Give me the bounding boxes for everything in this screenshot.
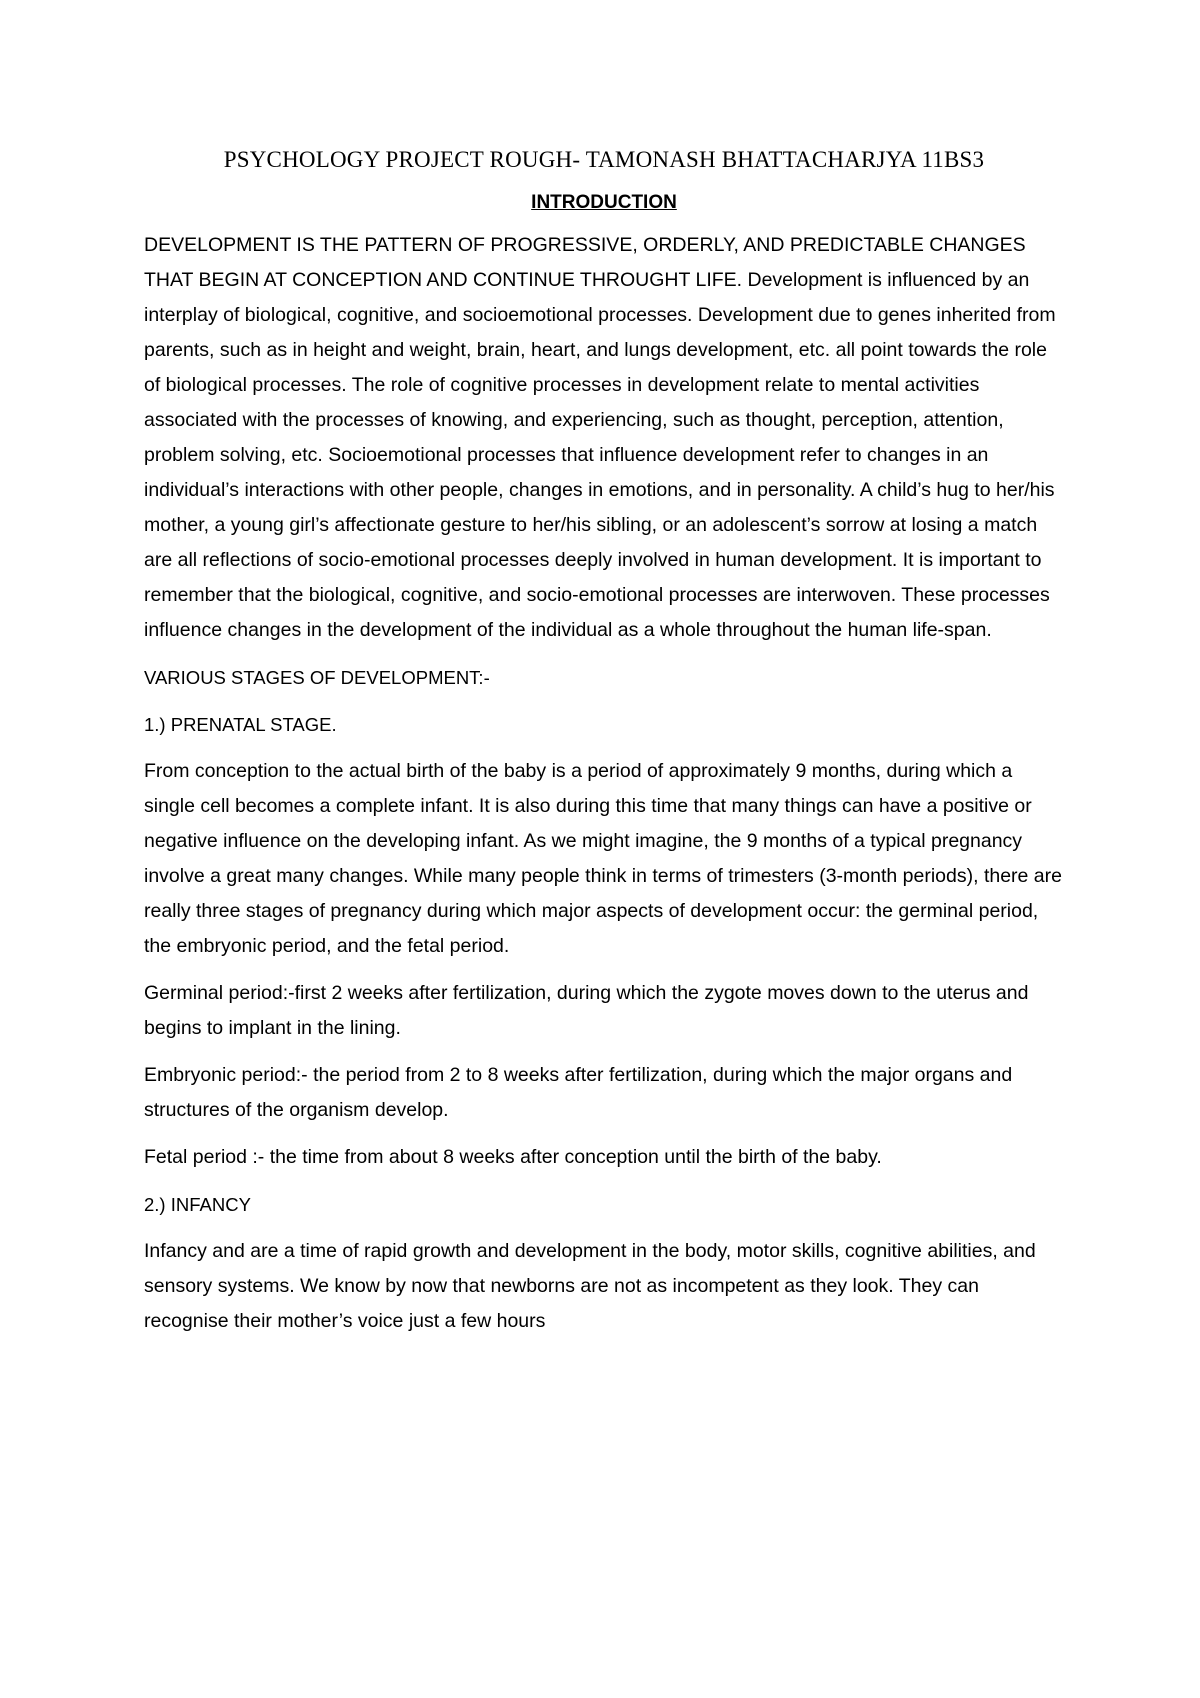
paragraph-prenatal-heading: 1.) PRENATAL STAGE. [144,714,337,736]
paragraph-stages-heading: VARIOUS STAGES OF DEVELOPMENT:- [144,667,490,689]
paragraph-infancy-body: Infancy and are a time of rapid growth and development in the body, motor skills, cognitive abilities, and sensory systems. We know by now that newborns are not as incompetent as they look. They can recognise their mother’s voice just a few hours [144,1240,1036,1333]
document-title: PSYCHOLOGY PROJECT ROUGH- TAMONASH BHATTACHARJYA 11BS3 [223,147,985,172]
document-page [144,146,1064,1351]
paragraph-introduction: DEVELOPMENT IS THE PATTERN OF PROGRESSIVE, ORDERLY, AND PREDICTABLE CHANGES THAT BEGIN AT CONCEPTION AND CONTINUE THROUGHT LIFE. Development is influenced by an interplay of biological, cognitive, and socioemotional processes. Development due to genes inherited from parents, such as in height and weight, brain, heart, and lungs development, etc. all point towards the role of biological processes. The role of cognitive processes in development relate to mental activities associated with the processes of knowing, and experiencing, such as thought, perception, attention, problem solving, etc. Socioemotional processes that influence development refer to changes in an individual’s interactions with other people, changes in emotions, and in personality. A child’s hug to her/his mother, a young girl’s affectionate gesture to her/his sibling, or an adolescent’s sorrow at losing a match are all reflections of socio-emotional processes deeply involved in human development. It is important to remember that the biological, cognitive, and socio-emotional processes are interwoven. These processes influence changes in the development of the individual as a whole throughout the human life-span. [144,234,1056,642]
paragraph-embryonic-period: Embryonic period:- the period from 2 to 8 weeks after fertilization, during which the major organs and structures of the organism develop. [144,1064,1013,1122]
paragraph-germinal-period: Germinal period:-first 2 weeks after fertilization, during which the zygote moves down to the uterus and begins to implant in the lining. [144,982,1029,1040]
paragraph-fetal-period: Fetal period :- the time from about 8 weeks after conception until the birth of the baby. [144,1146,882,1169]
paragraph-prenatal-body: From conception to the actual birth of the baby is a period of approximately 9 months, during which a single cell becomes a complete infant. It is also during this time that many things can have a positive or negative influence on the developing infant. As we might imagine, the 9 months of a typical pregnancy involve a great many changes. While many people think in terms of trimesters (3-month periods), there are really three stages of pregnancy during which major aspects of development occur: the germinal period, the embryonic period, and the fetal period. [144,760,1062,958]
paragraph-infancy-heading: 2.) INFANCY [144,1194,251,1216]
section-heading-introduction: INTRODUCTION [531,191,677,213]
